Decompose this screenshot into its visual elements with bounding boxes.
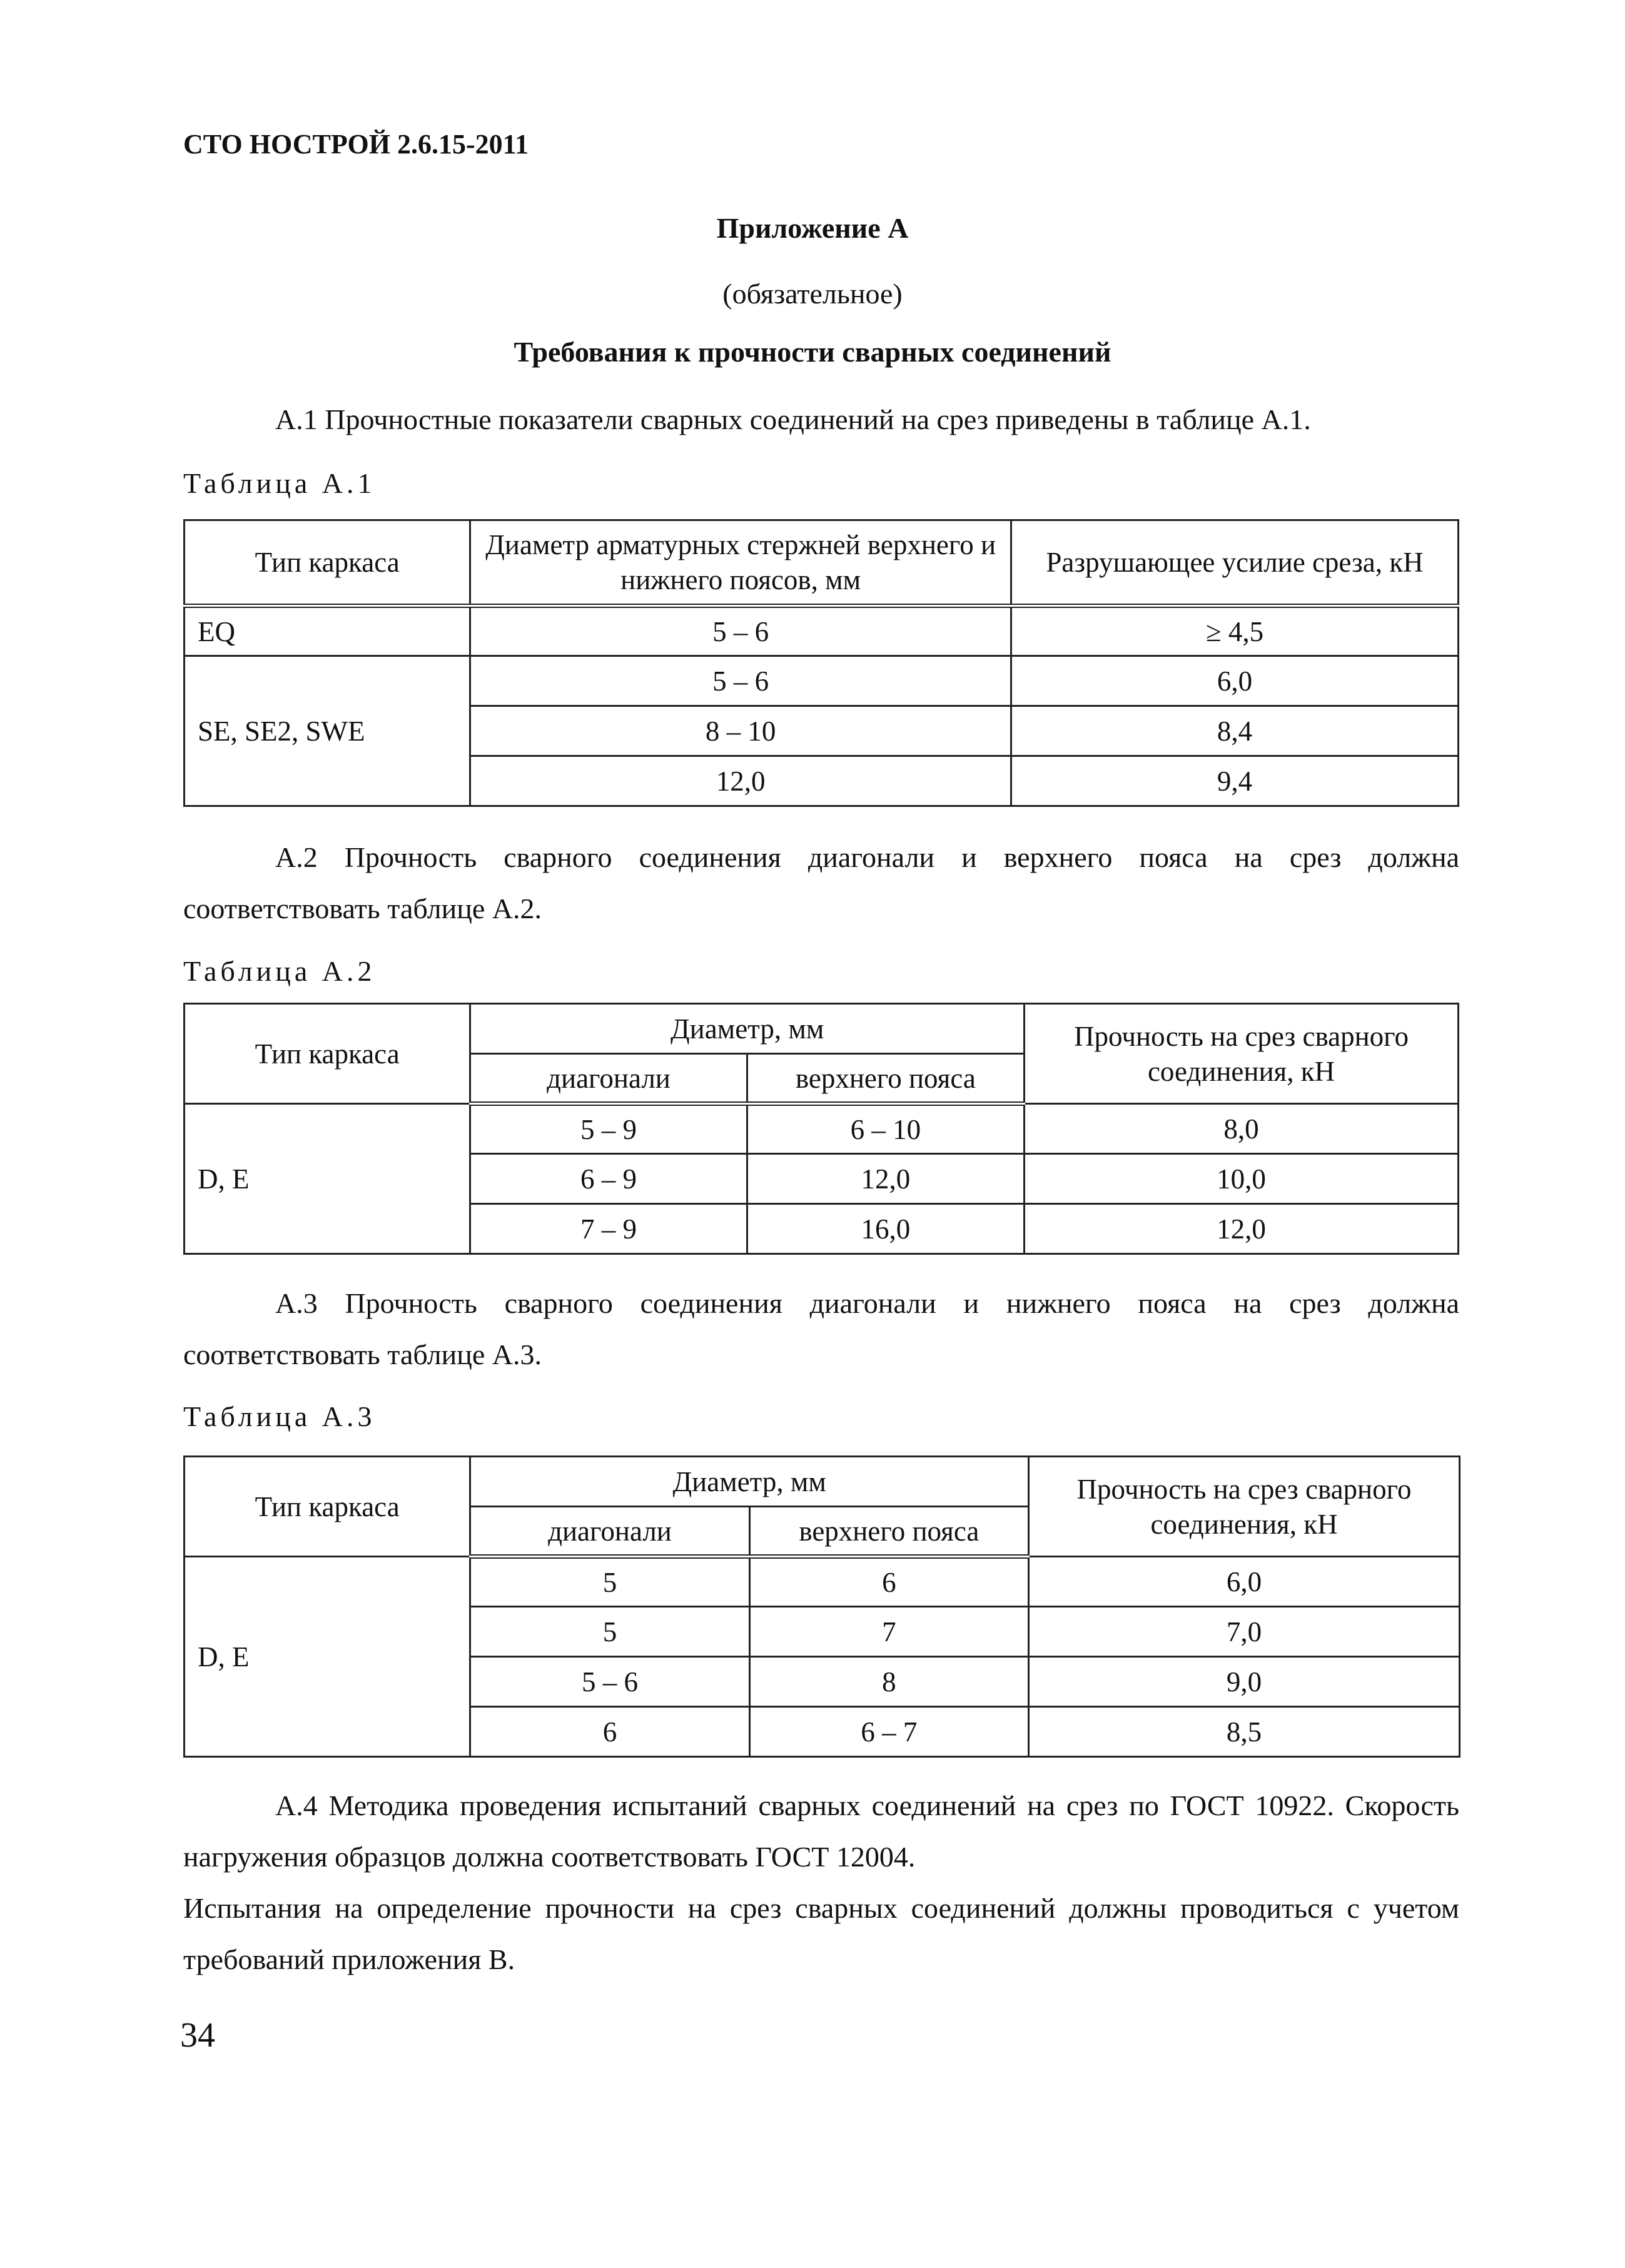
- table2-header-row-1: [185, 1004, 1459, 1054]
- paragraph-a2-text: А.2 Прочность сварного соединения диагонали и верхнего пояса на срез должна соответствовать таблице А.2.: [183, 841, 1459, 924]
- paragraph-a4-text: А.4 Методика проведения испытаний сварных соединений на срез по ГОСТ 10922. Скорость нагружения образцов должна соответствовать ГОСТ 12004.: [183, 1790, 1459, 1873]
- table-row: [185, 1557, 1460, 1607]
- document-code: СТО НОСТРОЙ 2.6.15-2011: [183, 129, 529, 159]
- table-a3: [183, 1455, 1460, 1758]
- table2-header-strength: Прочность на срез сварного соединения, кН: [1025, 1004, 1459, 1104]
- table3-header-diameter: Диаметр, мм: [470, 1457, 1029, 1507]
- table2-cell-diagonal: 5 – 9: [470, 1104, 747, 1154]
- table3-cell-type: D, E: [185, 1557, 470, 1757]
- table2-header-diagonal: диагонали: [470, 1054, 747, 1104]
- table3-header-type: Тип каркаса: [185, 1457, 470, 1557]
- table2-cell-diagonal: 6 – 9: [470, 1154, 747, 1204]
- table2-cell-type: D, E: [185, 1104, 470, 1254]
- table2-cell-chord: 12,0: [747, 1154, 1024, 1204]
- table1-header-force: Разрушающее усилие среза, кН: [1011, 520, 1458, 606]
- table1-cell-type: EQ: [185, 606, 470, 656]
- table-row: [185, 1104, 1459, 1154]
- table1-cell-diameter: 12,0: [470, 756, 1011, 806]
- table3-header-top-chord: верхнего пояса: [749, 1507, 1028, 1557]
- table2-cell-diagonal: 7 – 9: [470, 1204, 747, 1254]
- table3-cell-chord: 6 – 7: [749, 1707, 1028, 1757]
- table3-cell-strength: 8,5: [1029, 1707, 1460, 1757]
- table3-cell-strength: 9,0: [1029, 1657, 1460, 1707]
- paragraph-a1: [183, 394, 1459, 445]
- paragraph-a4-note: Испытания на определение прочности на срез сварных соединений должны проводиться с учетом требований приложения В.: [183, 1892, 1459, 1975]
- appendix-title: Приложение А: [716, 212, 909, 244]
- table1-cell-diameter: 5 – 6: [470, 606, 1011, 656]
- table3-cell-chord: 8: [749, 1657, 1028, 1707]
- table1-cell-force: 6,0: [1011, 656, 1458, 706]
- table2-caption: Таблица А.2: [183, 955, 376, 987]
- table3-cell-chord: 7: [749, 1607, 1028, 1657]
- table-a2: [183, 1003, 1459, 1255]
- table3-cell-strength: 7,0: [1029, 1607, 1460, 1657]
- table1-cell-force: 8,4: [1011, 706, 1458, 756]
- appendix-status: (обязательное): [722, 278, 903, 310]
- table1-caption: Таблица А.1: [183, 467, 376, 499]
- table1-cell-diameter: 5 – 6: [470, 656, 1011, 706]
- paragraph-a1-text: А.1 Прочностные показатели сварных соединений на срез приведены в таблице А.1.: [275, 403, 1311, 435]
- table3-header-row-1: [185, 1457, 1460, 1507]
- table3-cell-diagonal: 6: [470, 1707, 749, 1757]
- table-a1: [183, 519, 1459, 807]
- table3-cell-strength: 6,0: [1029, 1557, 1460, 1607]
- table2-header-diameter: Диаметр, мм: [470, 1004, 1025, 1054]
- table-row: [185, 606, 1459, 656]
- table1-cell-force: ≥ 4,5: [1011, 606, 1458, 656]
- table2-header-type: Тип каркаса: [185, 1004, 470, 1104]
- table3-header-strength: Прочность на срез сварного соединения, кН: [1029, 1457, 1460, 1557]
- table3-cell-diagonal: 5 – 6: [470, 1657, 749, 1707]
- page-number: 34: [180, 2016, 215, 2055]
- table2-cell-chord: 6 – 10: [747, 1104, 1024, 1154]
- table1-header-type: Тип каркаса: [185, 520, 470, 606]
- table2-header-top-chord: верхнего пояса: [747, 1054, 1024, 1104]
- table2-cell-chord: 16,0: [747, 1204, 1024, 1254]
- paragraph-a2: [183, 832, 1459, 934]
- paragraph-a4: [183, 1780, 1459, 1883]
- table1-header-row: [185, 520, 1459, 606]
- paragraph-a3: [183, 1278, 1459, 1380]
- paragraph-a3-text: А.3 Прочность сварного соединения диагонали и нижнего пояса на срез должна соответствовать таблице А.3.: [183, 1287, 1459, 1370]
- table3-cell-diagonal: 5: [470, 1607, 749, 1657]
- table2-cell-strength: 8,0: [1025, 1104, 1459, 1154]
- table2-cell-strength: 12,0: [1025, 1204, 1459, 1254]
- table3-cell-diagonal: 5: [470, 1557, 749, 1607]
- table1-header-diameter: Диаметр арматурных стержней верхнего и нижнего поясов, мм: [470, 520, 1011, 606]
- table1-cell-type: SE, SE2, SWE: [185, 656, 470, 806]
- table-row: [185, 656, 1459, 706]
- appendix-heading: Требования к прочности сварных соединений: [514, 336, 1111, 368]
- table2-cell-strength: 10,0: [1025, 1154, 1459, 1204]
- table3-cell-chord: 6: [749, 1557, 1028, 1607]
- table1-cell-diameter: 8 – 10: [470, 706, 1011, 756]
- table3-header-diagonal: диагонали: [470, 1507, 749, 1557]
- table3-caption: Таблица А.3: [183, 1400, 376, 1432]
- table1-cell-force: 9,4: [1011, 756, 1458, 806]
